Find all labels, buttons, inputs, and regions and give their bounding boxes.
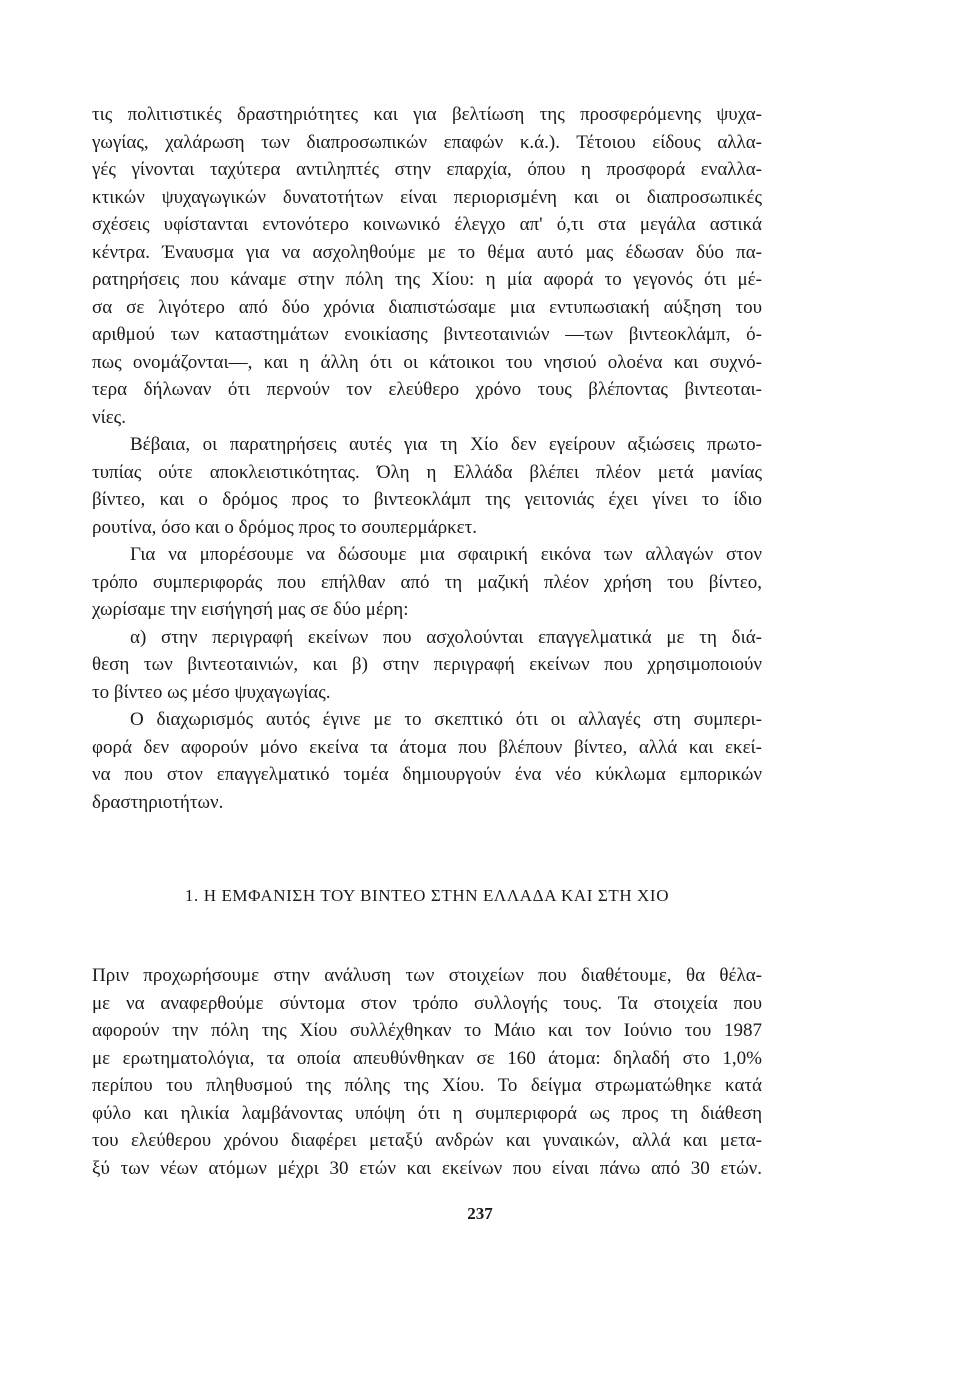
text-line: δραστηριοτήτων. — [92, 792, 224, 813]
text-line: κέντρα. Έναυσμα για να ασχοληθούμε με το θέμα αυτό μας έδωσαν δύο πα- — [92, 242, 762, 263]
text-line: Ο διαχωρισμός αυτός έγινε με το σκεπτικό ότι οι αλλαγές στη συμπερι- — [130, 709, 762, 730]
text-line: κτικών ψυχαγωγικών δυνατοτήτων είναι περιορισμένη και οι διαπροσωπικές — [92, 187, 762, 208]
text-line: πως ονομάζονται—, και η άλλη ότι οι κάτοικοι του νησιού ολοένα και συχνό- — [92, 352, 762, 373]
text-line: τρόπο συμπεριφοράς που επήλθαν από τη μαζική πλέον χρήση του βίντεο, — [92, 572, 762, 593]
text-line: θεση των βιντεοταινιών, και β) στην περιγραφή εκείνων που χρησιμοποιούν — [92, 654, 762, 675]
text-line: του ελεύθερου χρόνου διαφέρει μεταξύ ανδρών και γυναικών, αλλά και μετα- — [92, 1130, 762, 1151]
text-line: α) στην περιγραφή εκείνων που ασχολούνται επαγγελματικά με τη διά- — [130, 627, 762, 648]
text-line: γές γίνονται ταχύτερα αντιληπτές στην επαρχία, όπου η προσφορά εναλλα- — [92, 159, 762, 180]
text-line: σα σε λιγότερο από δύο χρόνια διαπιστώσαμε μια εντυπωσιακή αύξηση του — [92, 297, 762, 318]
text-line: ξύ των νέων ατόμων μέχρι 30 ετών και εκείνων που είναι πάνω από 30 ετών. — [92, 1158, 762, 1179]
text-line: τυπίας ούτε αποκλειστικότητας. Όλη η Ελλάδα βλέπει πλέον μετά μανίας — [92, 462, 762, 483]
text-line: το βίντεο ως μέσο ψυχαγωγίας. — [92, 682, 331, 703]
section-heading: 1. Η ΕΜΦΑΝΙΣΗ ΤΟΥ ΒΙΝΤΕΟ ΣΤΗΝ ΕΛΛΑΔΑ ΚΑΙ ΣΤΗ ΧΙΟ — [184, 886, 670, 905]
text-line: ρατηρήσεις που κάναμε στην πόλη της Χίου: η μία αφορά το γεγονός ότι μέ- — [92, 269, 762, 290]
text-line: φύλο και ηλικία λαμβάνοντας υπόψη ότι η συμπεριφορά ως προς τη διάθεση — [92, 1103, 762, 1124]
text-line: να που στον επαγγελματικό τομέα δημιουργούν ένα νέο κύκλωμα εμπορικών — [92, 764, 762, 785]
page-number: 237 — [467, 1204, 493, 1223]
text-line: τις πολιτιστικές δραστηριότητες και για βελτίωση της προσφερόμενης ψυχα- — [92, 104, 762, 125]
text-line: περίπου του πληθυσμού της πόλης της Χίου. Το δείγμα στρωματώθηκε κατά — [92, 1075, 762, 1096]
text-line: αφορούν την πόλη της Χίου συλλέχθηκαν το Μάιο και τον Ιούνιο του 1987 — [92, 1020, 762, 1041]
text-line: τερα δήλωναν ότι περνούν τον ελεύθερο χρόνο τους βλέποντας βιντεοται- — [92, 379, 762, 400]
text-line: σχέσεις υφίστανται εντονότερο κοινωνικό έλεγχο απ' ό,τι στα μεγάλα αστικά — [92, 214, 762, 235]
text-line: Για να μπορέσουμε να δώσουμε μια σφαιρική εικόνα των αλλαγών στον — [130, 544, 762, 565]
text-line: βίντεο, και ο δρόμος προς το βιντεοκλάμπ της γειτονιάς έχει γίνει το ίδιο — [92, 489, 762, 510]
text-line: με ερωτηματολόγια, τα οποία απευθύνθηκαν σε 160 άτομα: δηλαδή στο 1,0% — [92, 1048, 762, 1069]
text-line: χωρίσαμε την εισήγησή μας σε δύο μέρη: — [92, 599, 409, 620]
text-line: Πριν προχωρήσουμε στην ανάλυση των στοιχείων που διαθέτουμε, θα θέλα- — [92, 965, 762, 986]
text-line: φορά δεν αφορούν μόνο εκείνα τα άτομα που βλέπουν βίντεο, αλλά και εκεί- — [92, 737, 762, 758]
text-line: με να αναφερθούμε σύντομα στον τρόπο συλλογής τους. Τα στοιχεία που — [92, 993, 762, 1014]
text-line: νίες. — [92, 407, 126, 428]
text-line: γωγίας, χαλάρωση των διαπροσωπικών επαφών κ.ά.). Τέτοιου είδους αλλα- — [92, 132, 762, 153]
text-line: Βέβαια, οι παρατηρήσεις αυτές για τη Χίο δεν εγείρουν αξιώσεις πρωτο- — [130, 434, 762, 455]
text-line: αριθμού των καταστημάτων ενοικίασης βιντεοταινιών —των βιντεοκλάμπ, ό- — [92, 324, 762, 345]
text-line: ρουτίνα, όσο και ο δρόμος προς το σουπερμάρκετ. — [92, 517, 478, 538]
